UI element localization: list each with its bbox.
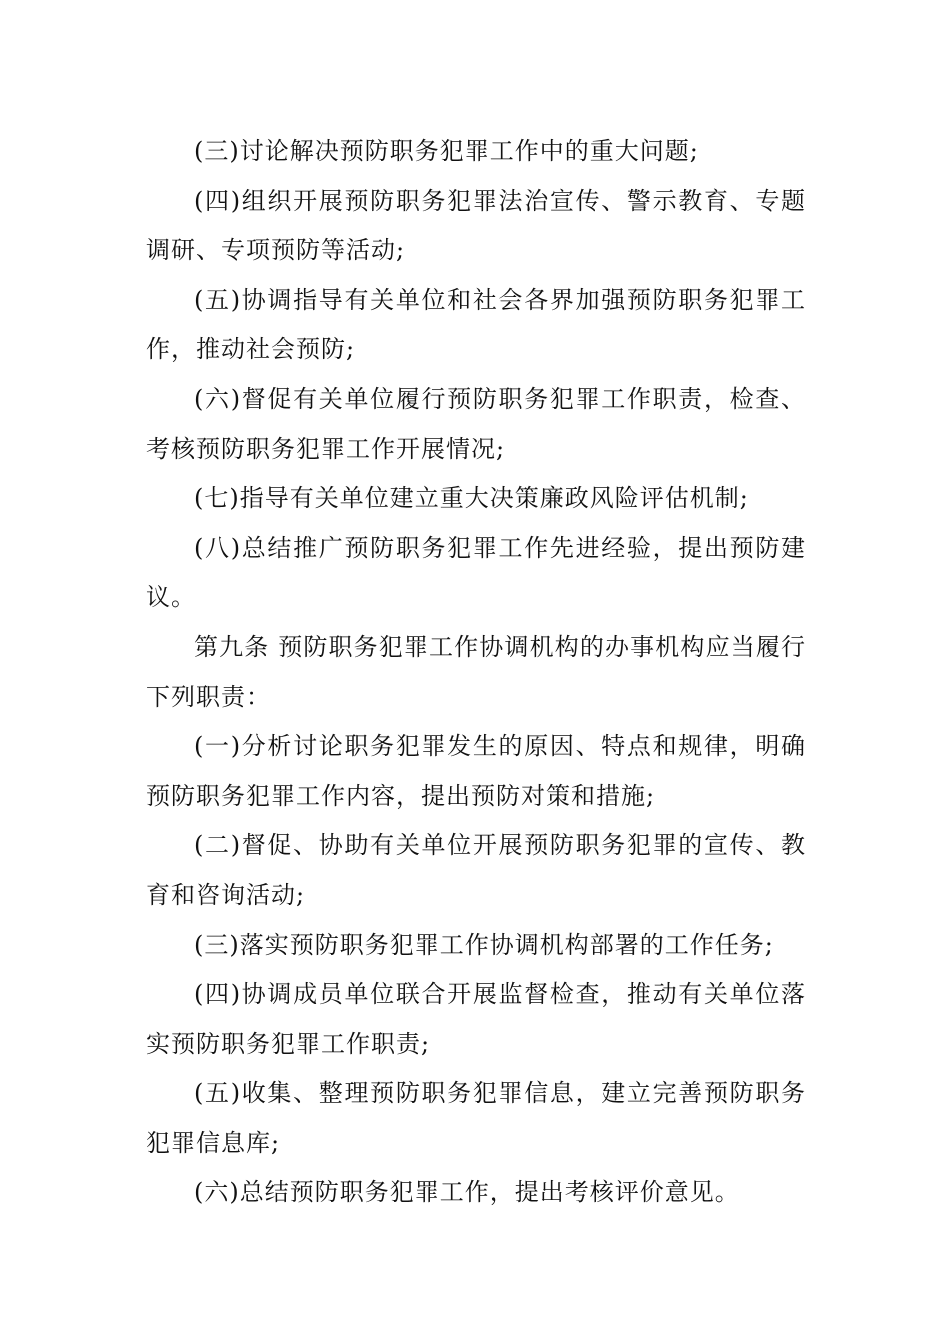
paragraph-item-5: (五)协调指导有关单位和社会各界加强预防职务犯罪工作，推动社会预防; xyxy=(146,285,806,364)
paragraph-item-7: (七)指导有关单位建立重大决策廉政风险评估机制; xyxy=(194,484,749,513)
paragraph-item-4: (四)组织开展预防职务犯罪法治宣传、警示教育、专题调研、专项预防等活动; xyxy=(146,186,806,265)
article-9-item-4: (四)协调成员单位联合开展监督检查，推动有关单位落实预防职务犯罪工作职责; xyxy=(146,980,806,1058)
paragraph-item-8: (八)总结推广预防职务犯罪工作先进经验，提出预防建议。 xyxy=(146,533,806,612)
document-body xyxy=(146,127,806,1218)
article-9-item-3: (三)落实预防职务犯罪工作协调机构部署的工作任务; xyxy=(194,930,774,959)
article-9-heading: 第九条 预防职务犯罪工作协调机构的办事机构应当履行下列职责： xyxy=(146,632,806,711)
article-9-item-5: (五)收集、整理预防职务犯罪信息，建立完善预防职务犯罪信息库; xyxy=(146,1079,806,1157)
paragraph-item-3: (三)讨论解决预防职务犯罪工作中的重大问题; xyxy=(194,137,699,165)
paragraph-item-6: (六)督促有关单位履行预防职务犯罪工作职责，检查、考核预防职务犯罪工作开展情况; xyxy=(146,384,806,463)
article-9-item-2: (二)督促、协助有关单位开展预防职务犯罪的宣传、教育和咨询活动; xyxy=(146,831,806,909)
article-9-item-1: (一)分析讨论职务犯罪发生的原因、特点和规律，明确预防职务犯罪工作内容，提出预防对策和措施; xyxy=(146,732,806,810)
article-9-item-6: (六)总结预防职务犯罪工作，提出考核评价意见。 xyxy=(194,1178,740,1207)
